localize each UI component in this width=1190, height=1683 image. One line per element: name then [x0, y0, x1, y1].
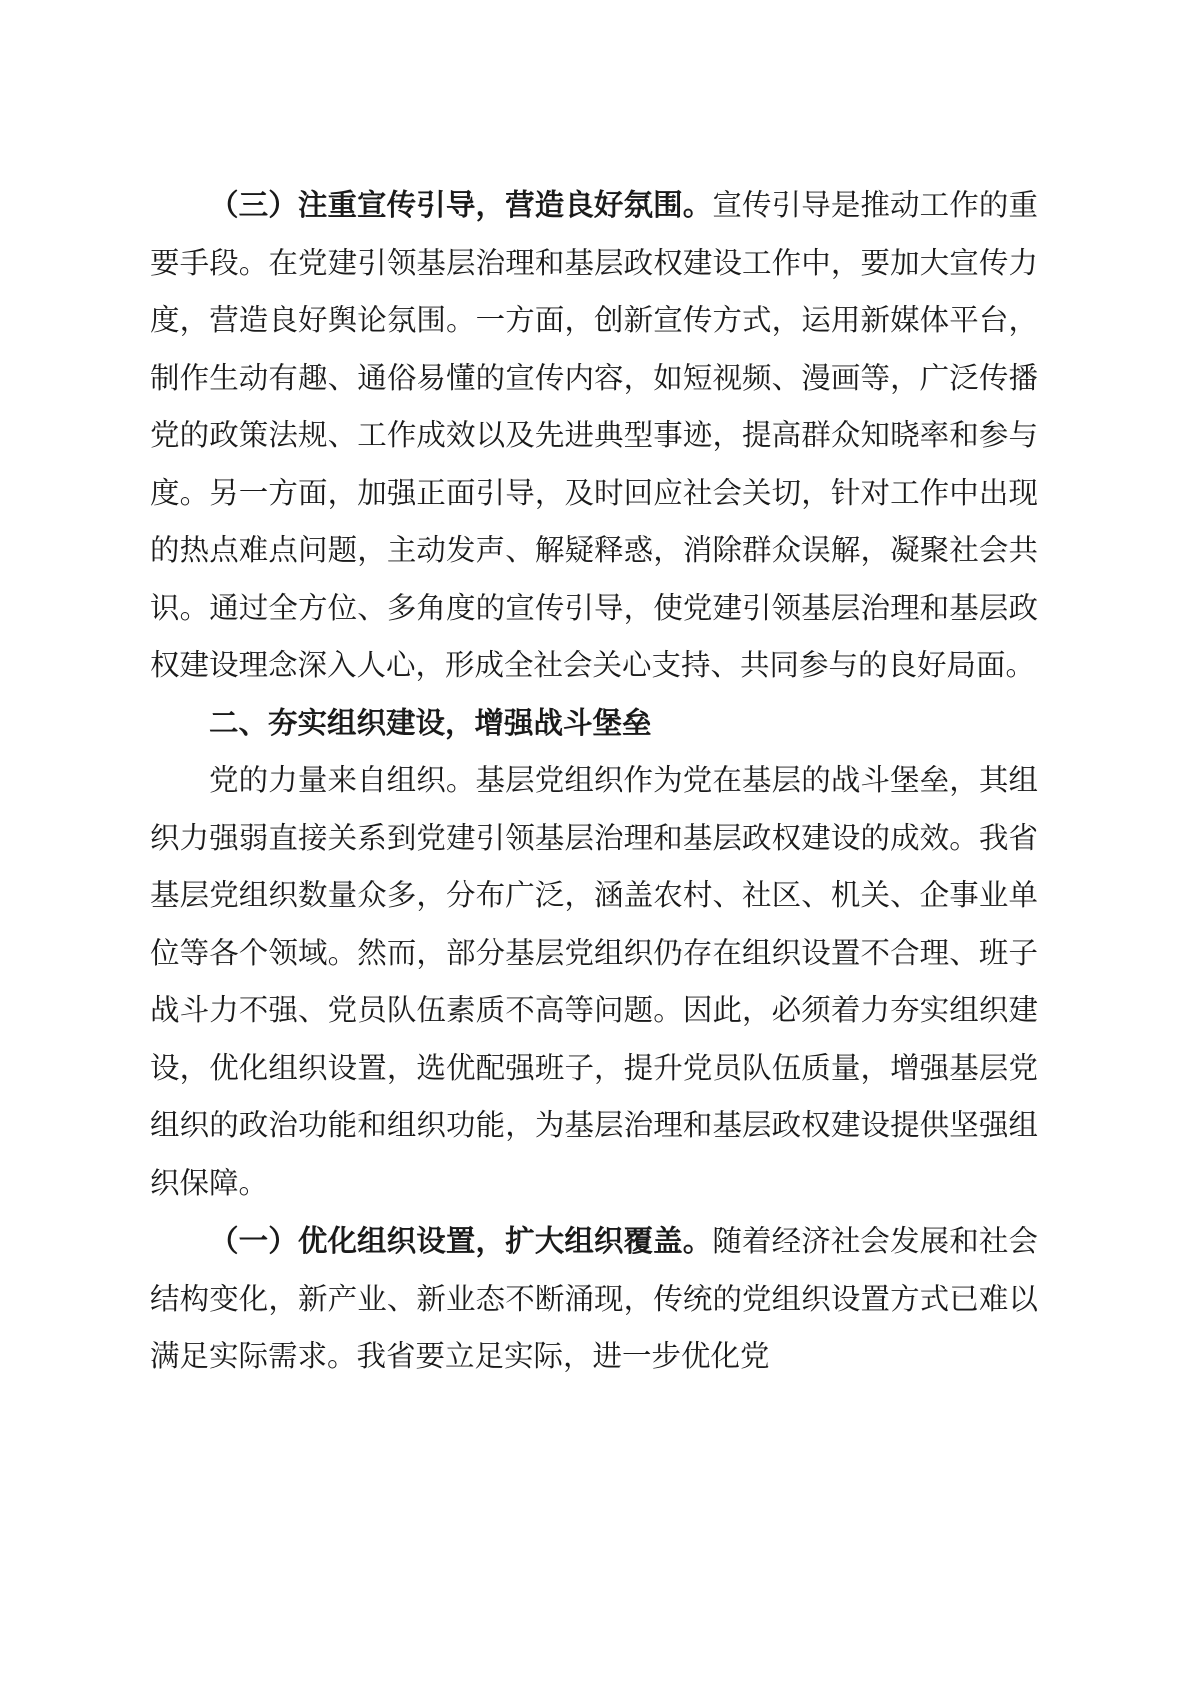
paragraph-organization: 党的力量来自组织。基层党组织作为党在基层的战斗堡垒，其组织力强弱直接关系到党建引领基层治理和基层政权建设的成效。我省基层党组织数量众多，分布广泛，涵盖农村、社区、机关、企事业单位等各个领域。然而，部分基层党组织仍存在组织设置不合理、班子战斗力不强、党员队伍素质不高等问题。因此，必须着力夯实组织建设，优化组织设置，选优配强班子，提升党员队伍质量，增强基层党组织的政治功能和组织功能，为基层治理和基层政权建设提供坚强组织保障。: [150, 763, 1038, 1200]
paragraph-publicity-body: 宣传引导是推动工作的重要手段。在党建引领基层治理和基层政权建设工作中，要加大宣传力度，营造良好舆论氛围。一方面，创新宣传方式，运用新媒体平台，制作生动有趣、通俗易懂的宣传内容，如短视频、漫画等，广泛传播党的政策法规、工作成效以及先进典型事迹，提高群众知晓率和参与度。另一方面，加强正面引导，及时回应社会关切，针对工作中出现的热点难点问题，主动发声、解疑释惑，消除群众误解，凝聚社会共识。通过全方位、多角度的宣传引导，使党建引领基层治理和基层政权建设理念深入人心，形成全社会关心支持、共同参与的良好局面。: [150, 188, 1038, 682]
paragraph-optimize-body: 随着经济社会发展和社会结构变化，新产业、新业态不断涌现，传统的党组织设置方式已难以满足实际需求。我省要立足实际，进一步优化党: [150, 1224, 1038, 1373]
subsection-title-optimize: （一）优化组织设置，扩大组织覆盖。: [209, 1223, 713, 1258]
subsection-title-publicity: （三）注重宣传引导，营造良好氛围。: [209, 187, 713, 222]
document-page: [150, 176, 1038, 1386]
paragraph-optimize-setup: [150, 1212, 1038, 1386]
section-heading-organization: 二、夯实组织建设，增强战斗堡垒: [209, 705, 652, 740]
paragraph-publicity: [150, 176, 1038, 695]
